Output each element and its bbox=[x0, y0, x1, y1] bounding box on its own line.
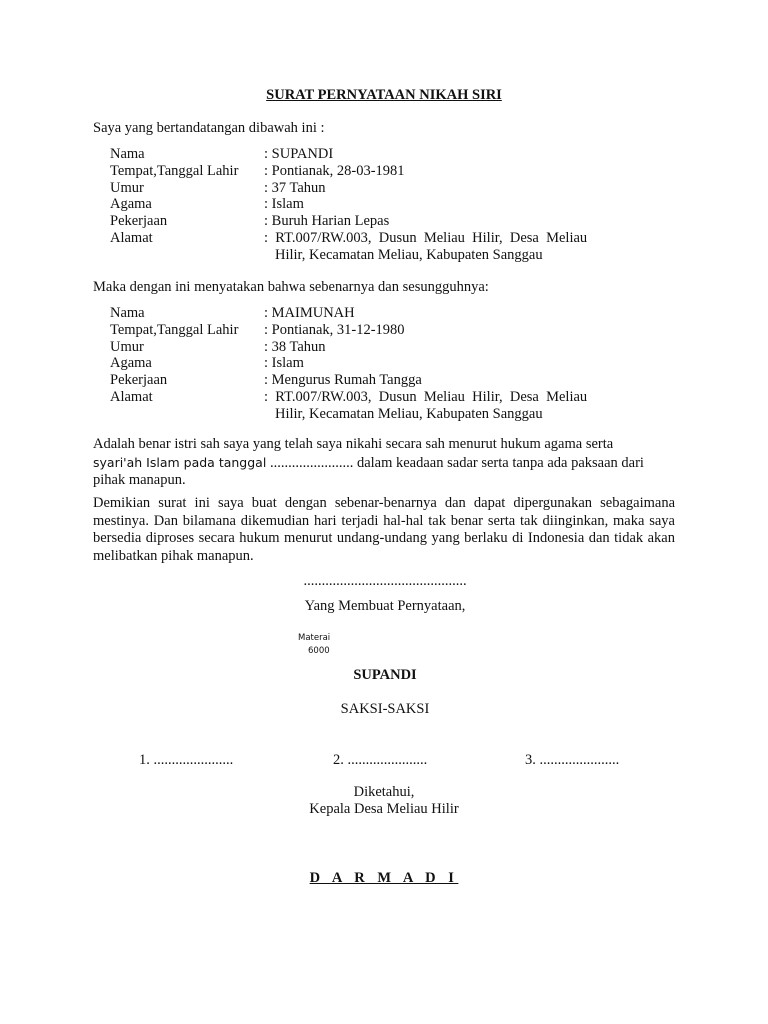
field-row bbox=[110, 355, 630, 372]
field-label: Agama bbox=[110, 196, 152, 213]
address-line-2: Hilir, Kecamatan Meliau, Kabupaten Sanggau bbox=[275, 405, 543, 422]
maker-name: SUPANDI bbox=[353, 667, 417, 683]
field-row bbox=[110, 196, 630, 213]
field-row bbox=[110, 322, 630, 339]
witness-1-line: 1. ...................... bbox=[139, 752, 234, 768]
field-label: Tempat,Tanggal Lahir bbox=[110, 162, 239, 179]
field-row bbox=[110, 213, 630, 230]
field-label: Nama bbox=[110, 146, 145, 162]
address-row-2 bbox=[110, 406, 630, 423]
document-title: SURAT PERNYATAAN NIKAH SIRI bbox=[266, 87, 502, 103]
statement-text: Maka dengan ini menyatakan bahwa sebenarnya dan sesungguhnya: bbox=[93, 279, 489, 295]
field-value: : 38 Tahun bbox=[264, 338, 326, 355]
field-label: Umur bbox=[110, 179, 144, 196]
stamp-placeholder bbox=[298, 632, 330, 658]
witness-3-line: 3. ...................... bbox=[525, 752, 620, 768]
field-row bbox=[110, 180, 630, 197]
stamp-label: Materai bbox=[298, 633, 331, 643]
field-value: : 37 Tahun bbox=[264, 179, 326, 196]
field-row bbox=[110, 305, 630, 322]
field-label: Nama bbox=[110, 305, 145, 321]
person1-fields bbox=[110, 146, 630, 264]
paragraph-fragment: syari'ah Islam pada tanggal bbox=[93, 454, 267, 470]
stamp-value: 6000 bbox=[308, 646, 330, 656]
field-label: Alamat bbox=[110, 388, 153, 405]
field-value: : Mengurus Rumah Tangga bbox=[264, 372, 422, 389]
address-row bbox=[110, 230, 630, 247]
field-value: : Buruh Harian Lepas bbox=[264, 213, 390, 230]
paragraph-line: Adalah benar istri sah saya yang telah saya nikahi secara sah menurut hukum agama serta bbox=[93, 436, 614, 452]
field-row bbox=[110, 339, 630, 356]
date-line: ............................................. bbox=[303, 573, 467, 589]
field-label: Tempat,Tanggal Lahir bbox=[110, 321, 239, 338]
intro-text: Saya yang bertandatangan dibawah ini : bbox=[93, 120, 325, 136]
field-row bbox=[110, 146, 630, 163]
field-value: : Islam bbox=[264, 196, 304, 213]
field-row bbox=[110, 163, 630, 180]
address-row bbox=[110, 389, 630, 406]
field-label: Alamat bbox=[110, 229, 153, 246]
field-value: : Pontianak, 28-03-1981 bbox=[264, 162, 405, 179]
village-head-title: Kepala Desa Meliau Hilir bbox=[309, 801, 459, 817]
paragraph-fragment: ....................... dalam keadaan sadar serta tanpa ada paksaan dari bbox=[266, 454, 644, 471]
field-label: Pekerjaan bbox=[110, 213, 168, 230]
witness-2-line: 2. ...................... bbox=[333, 752, 428, 768]
closing-paragraph: Demikian surat ini saya buat dengan sebenar-benarnya dan dapat dipergunakan sebagaimana mestinya. Dan bilamana dikemudian hari terjadi hal-hal tak benar serta tak diinginkan, maka saya bersedia diproses secara hukum menurut undang-undang yang berlaku di Indonesia dan tidak akan melibatkan pihak manapun. bbox=[93, 495, 675, 564]
paragraph-line: pihak manapun. bbox=[93, 472, 186, 488]
field-label: Pekerjaan bbox=[110, 372, 168, 389]
maker-label: Yang Membuat Pernyataan, bbox=[304, 598, 466, 614]
field-label: Agama bbox=[110, 355, 152, 372]
address-line-1: : RT.007/RW.003, Dusun Meliau Hilir, Desa Meliau bbox=[264, 229, 588, 246]
address-line-2: Hilir, Kecamatan Meliau, Kabupaten Sanggau bbox=[275, 246, 543, 263]
person2-fields bbox=[110, 305, 630, 423]
field-row bbox=[110, 372, 630, 389]
address-line-1: : RT.007/RW.003, Dusun Meliau Hilir, Desa Meliau bbox=[264, 388, 588, 405]
witnesses-heading: SAKSI-SAKSI bbox=[340, 701, 430, 717]
address-row-2 bbox=[110, 247, 630, 264]
field-value: : MAIMUNAH bbox=[264, 305, 355, 321]
paragraph-line bbox=[93, 454, 675, 473]
field-value: : Pontianak, 31-12-1980 bbox=[264, 321, 405, 338]
field-label: Umur bbox=[110, 338, 144, 355]
village-head-name: D A R M A D I bbox=[309, 870, 459, 886]
acknowledged-label: Diketahui, bbox=[353, 784, 415, 800]
field-value: : SUPANDI bbox=[264, 146, 334, 162]
field-value: : Islam bbox=[264, 355, 304, 372]
marriage-paragraph bbox=[93, 436, 675, 490]
